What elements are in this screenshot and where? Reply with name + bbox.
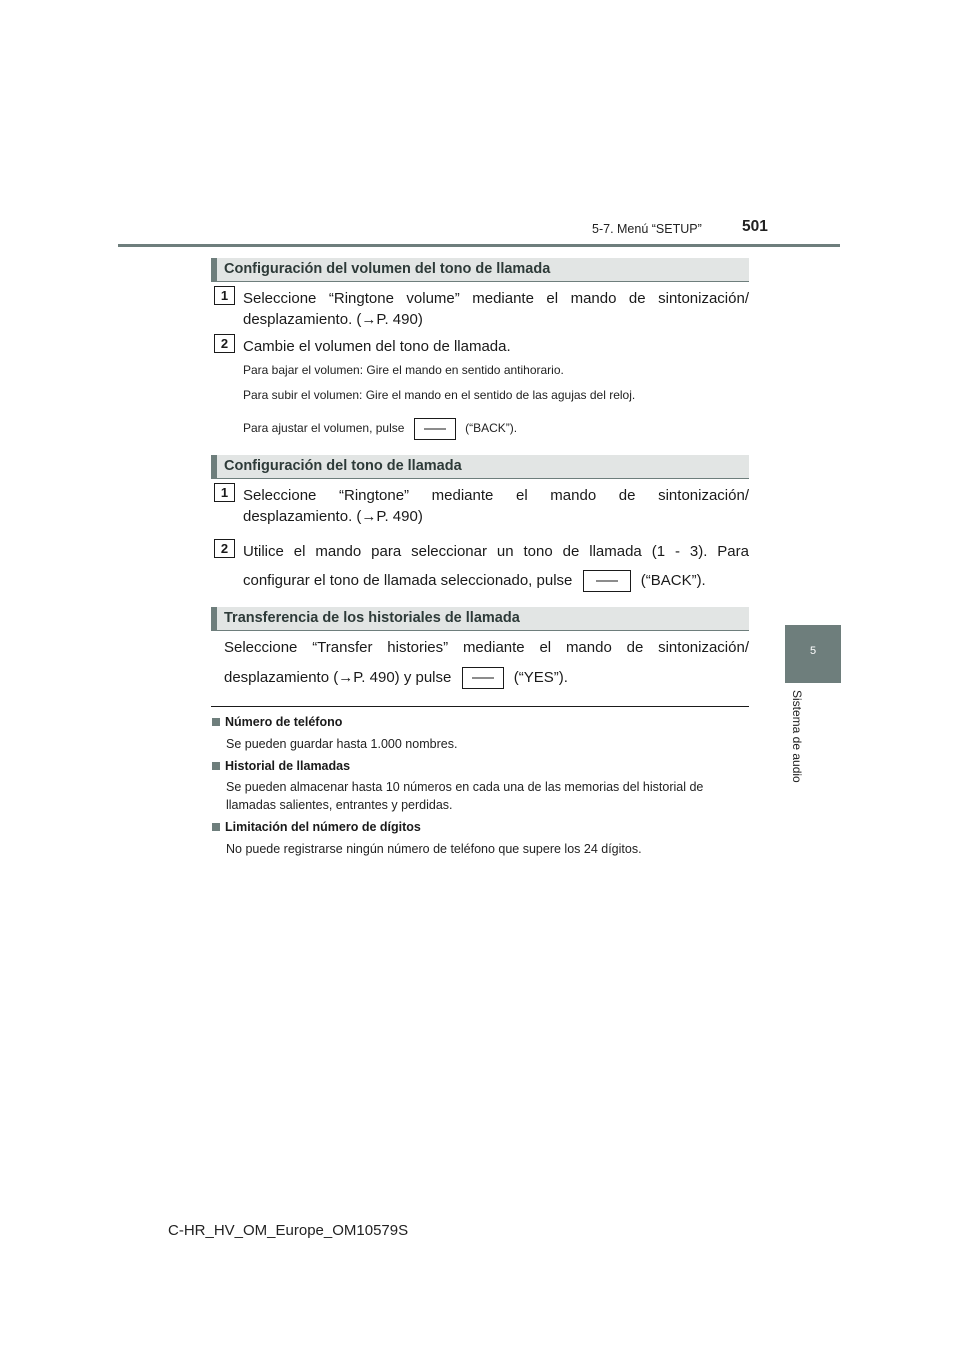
adjust-line [243,418,517,440]
step-number: 1 [214,286,235,305]
transfer-text-before: desplazamiento (→P. 490) y pulse [224,669,452,686]
step-number: 2 [214,539,235,558]
document-id: C-HR_HV_OM_Europe_OM10579S [168,1222,409,1239]
note-body: Se pueden almacenar hasta 10 números en cada una de las memorias del historial de llamadas salientes, entrantes y perdidas. [226,780,704,812]
section-title: Configuración del volumen del tono de llamada [224,261,551,277]
section-header-ringtone-volume [211,258,749,282]
step-text-before: configurar el tono de llamada seleccionado, pulse [243,572,573,589]
chapter-tab-label: Sistema de audio [790,690,804,783]
page-number: 501 [742,218,768,235]
note-line: Para subir el volumen: Gire el mando en el sentido de las agujas del reloj. [243,388,636,402]
note-title: Número de teléfono [212,715,342,729]
note-line: Para bajar el volumen: Gire el mando en sentido antihorario. [243,363,564,377]
section-breadcrumb: 5-7. Menú “SETUP” [592,222,702,236]
step-text-line2 [243,570,749,592]
note-title: Historial de llamadas [212,759,350,773]
note-title: Limitación del número de dígitos [212,820,421,834]
transfer-text-line1: Seleccione “Transfer histories” mediante el mando de sintonización/ [224,639,749,656]
section-title: Configuración del tono de llamada [224,458,462,474]
back-button-icon [414,418,456,440]
step-text: Seleccione “Ringtone” mediante el mando de sintonización/ desplazamiento. (→P. 490) [243,487,749,525]
notes-divider [211,706,749,707]
adjust-text-after: (“BACK”). [465,421,518,436]
transfer-text-after: (“YES”). [513,669,568,686]
step-text: Cambie el volumen del tono de llamada. [243,338,511,355]
adjust-text-before: Para ajustar el volumen, pulse [243,421,405,436]
step-text-after: (“BACK”). [640,572,706,589]
back-button-icon [583,570,631,592]
section-title: Transferencia de los historiales de llamada [224,610,520,626]
step-text: Seleccione “Ringtone volume” mediante el mando de sintonización/ desplazamiento. (→P. 490) [243,290,749,328]
transfer-text-line2 [224,667,730,689]
note-body: Se pueden guardar hasta 1.000 nombres. [226,737,458,751]
step-number: 1 [214,483,235,502]
header-divider [118,244,840,247]
step-number: 2 [214,334,235,353]
step-text-line1: Utilice el mando para seleccionar un tono de llamada (1 - 3). Para [243,543,749,560]
chapter-tab-number: 5 [809,645,817,657]
yes-button-icon [462,667,504,689]
note-body: No puede registrarse ningún número de teléfono que supere los 24 dígitos. [226,842,642,856]
section-header-ringtone [211,455,749,479]
section-header-transfer-histories [211,607,749,631]
